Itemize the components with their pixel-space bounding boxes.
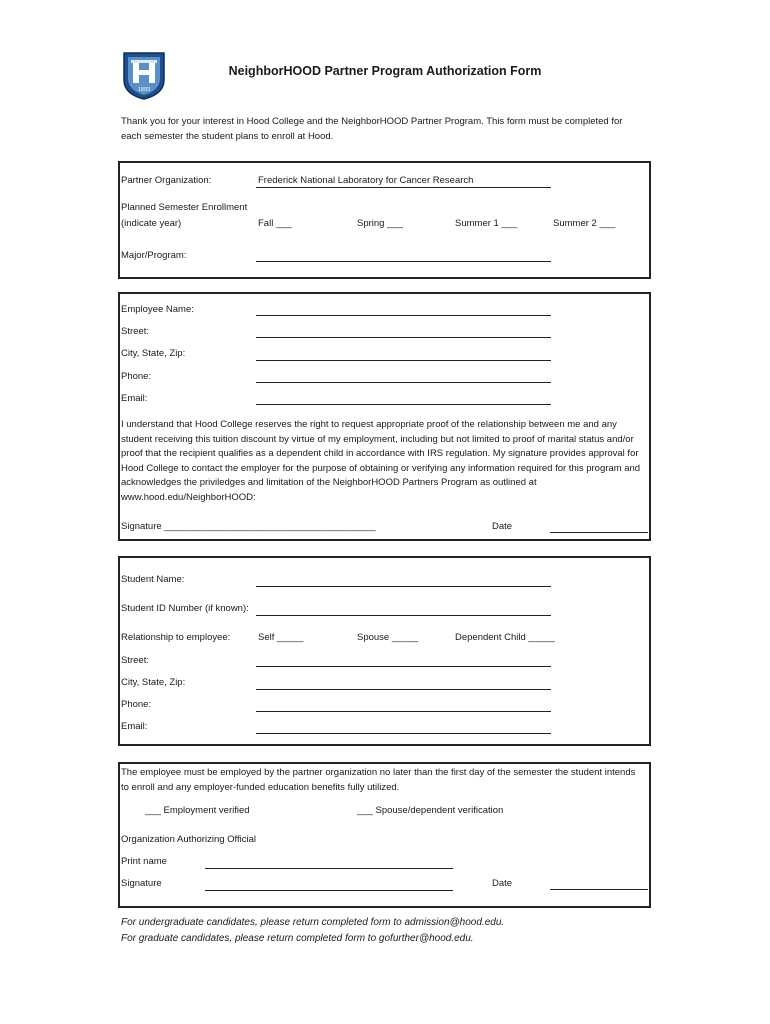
print-name-label: Print name xyxy=(121,856,167,867)
undergrad-return-note: For undergraduate candidates, please return completed form to admission@hood.edu. xyxy=(121,917,505,928)
employee-date-field[interactable] xyxy=(550,532,648,533)
student-name-field[interactable] xyxy=(256,586,551,587)
spring-field[interactable]: Spring ___ xyxy=(357,218,403,229)
student-id-label: Student ID Number (if known): xyxy=(121,603,249,614)
employee-name-field[interactable] xyxy=(256,315,551,316)
employee-email-label: Email: xyxy=(121,393,148,404)
major-label: Major/Program: xyxy=(121,250,187,261)
fall-field[interactable]: Fall ___ xyxy=(258,218,292,229)
partner-org-label: Partner Organization: xyxy=(121,175,212,186)
student-city-label: City, State, Zip: xyxy=(121,677,186,688)
student-street-label: Street: xyxy=(121,655,149,666)
official-signature-field[interactable] xyxy=(205,890,453,891)
summer1-field[interactable]: Summer 1 ___ xyxy=(455,218,518,229)
student-section xyxy=(118,556,651,746)
partner-org-line xyxy=(256,187,551,188)
student-email-field[interactable] xyxy=(256,733,551,734)
partner-org-value[interactable]: Frederick National Laboratory for Cancer Research xyxy=(258,175,474,186)
enrollment-sublabel: (indicate year) xyxy=(121,218,182,229)
employee-city-label: City, State, Zip: xyxy=(121,348,186,359)
employee-phone-field[interactable] xyxy=(256,382,551,383)
logo-year: 1893 xyxy=(137,87,151,93)
student-email-label: Email: xyxy=(121,721,148,732)
print-name-field[interactable] xyxy=(205,868,453,869)
employee-street-label: Street: xyxy=(121,326,149,337)
student-phone-field[interactable] xyxy=(256,711,551,712)
page-title: NeighborHOOD Partner Program Authorization Form xyxy=(228,64,542,78)
official-date-field[interactable] xyxy=(550,889,648,890)
employee-city-field[interactable] xyxy=(256,360,551,361)
student-street-field[interactable] xyxy=(256,666,551,667)
employment-verified-field[interactable]: ___ Employment verified xyxy=(145,805,250,816)
intro-text: Thank you for your interest in Hood College and the NeighborHOOD Partner Program. This form must be completed for each semester the student plans to enroll at Hood. xyxy=(121,116,623,142)
spouse-verification-field[interactable]: ___ Spouse/dependent verification xyxy=(357,805,504,816)
student-id-field[interactable] xyxy=(256,615,551,616)
official-date-label: Date xyxy=(492,878,513,889)
major-field[interactable] xyxy=(256,261,551,262)
employee-date-label: Date xyxy=(492,521,513,532)
employee-email-field[interactable] xyxy=(256,404,551,405)
student-phone-label: Phone: xyxy=(121,699,152,710)
employee-phone-label: Phone: xyxy=(121,371,152,382)
employment-notice: The employee must be employed by the partner organization no later than the first day of the semester the student intends to enroll and any employer-funded education benefits fully utilized. xyxy=(121,767,636,793)
official-label: Organization Authorizing Official xyxy=(121,834,257,845)
enrollment-label: Planned Semester Enrollment xyxy=(121,202,248,213)
official-signature-label: Signature xyxy=(121,878,162,889)
student-name-label: Student Name: xyxy=(121,574,185,585)
self-field[interactable]: Self _____ xyxy=(258,632,304,643)
grad-return-note: For graduate candidates, please return completed form to gofurther@hood.edu. xyxy=(121,933,474,944)
dependent-field[interactable]: Dependent Child _____ xyxy=(455,632,555,643)
employee-street-field[interactable] xyxy=(256,337,551,338)
summer2-field[interactable]: Summer 2 ___ xyxy=(553,218,616,229)
relationship-label: Relationship to employee: xyxy=(121,632,231,643)
employee-signature-field[interactable]: Signature ________________________________________ xyxy=(121,521,376,532)
student-city-field[interactable] xyxy=(256,689,551,690)
spouse-field[interactable]: Spouse _____ xyxy=(357,632,419,643)
acknowledgement-text: I understand that Hood College reserves the right to request appropriate proof of the relationship between me and any student receiving this tuition discount by virtue of my employment, including but not limited to proof of marital status and/or proof that the recipient qualifies as a dependent child in accordance with IRS regulation. My signature provides approval for Hood College to contact the employer for the purpose of obtaining or verifying any information required for this program and acknowledges the priviledges and limitation of the NeighborHOOD Partners Program as outlined at www.hood.edu/NeighborHOOD: xyxy=(121,419,641,503)
employee-name-label: Employee Name: xyxy=(121,304,194,315)
